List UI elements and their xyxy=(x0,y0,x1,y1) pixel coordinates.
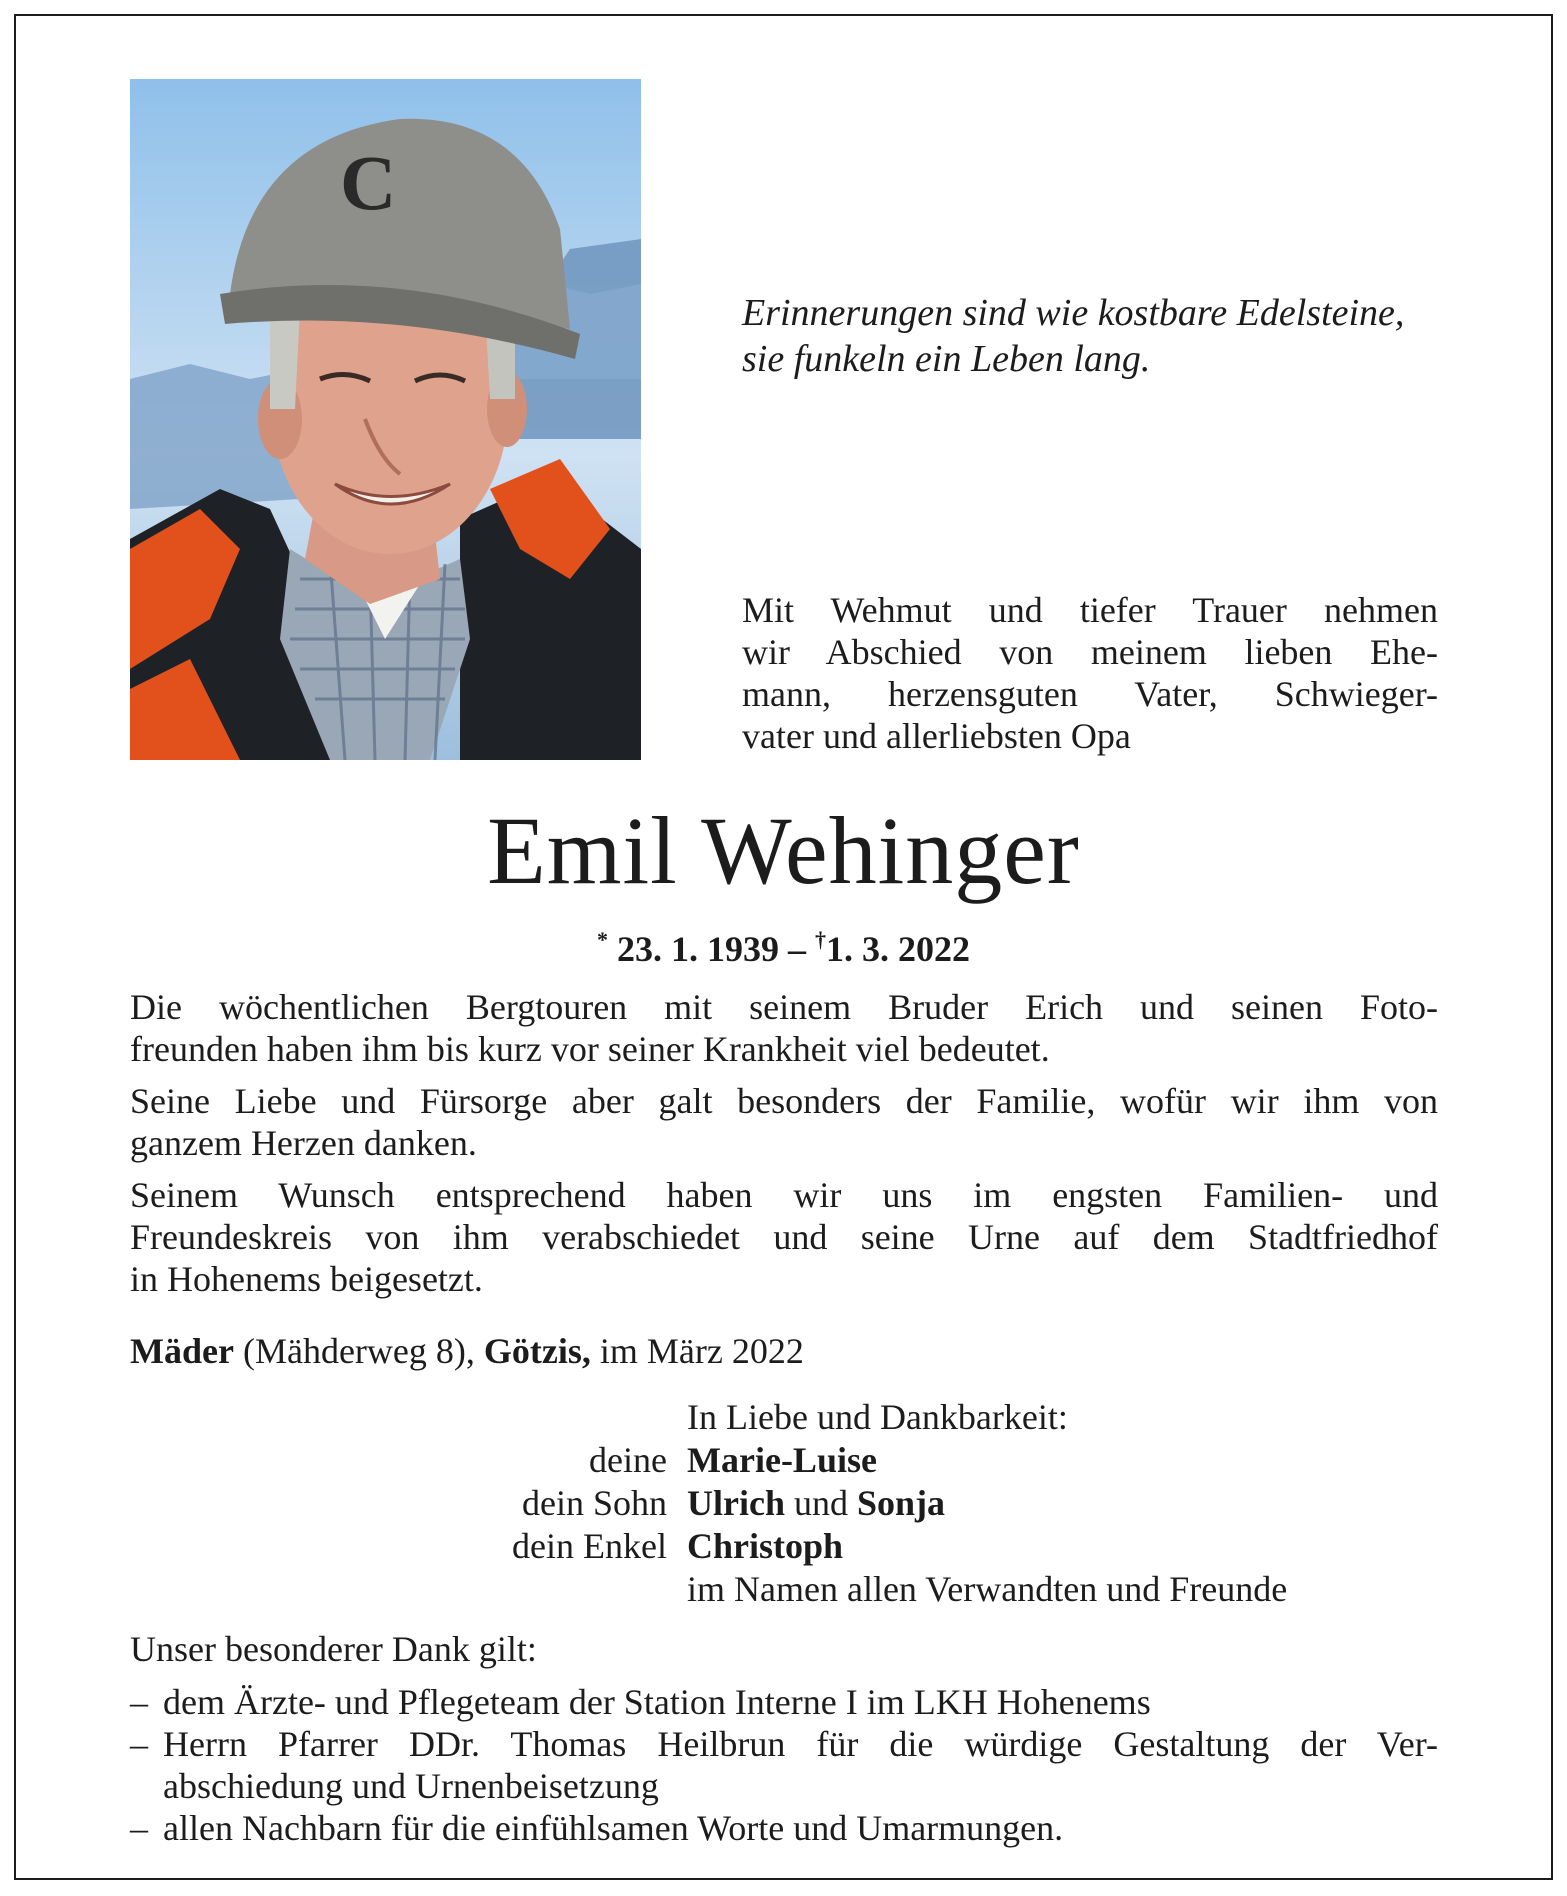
death-date: 1. 3. 2022 xyxy=(826,929,970,969)
thanks-item xyxy=(130,1807,1438,1849)
body-line: freunden haben ihm bis kurz vor seiner Krankheit viel bedeutet. xyxy=(130,1029,1050,1069)
address: (Mähderweg 8), xyxy=(242,1331,475,1371)
list-dash: – xyxy=(130,1808,148,1848)
intro-line: Mit Wehmut und tiefer Trauer nehmen xyxy=(742,590,1438,630)
portrait-photo xyxy=(130,79,641,760)
birth-symbol: * xyxy=(597,927,608,952)
list-dash: – xyxy=(130,1724,148,1764)
body-line: Seinem Wunsch entsprechend haben wir uns im engsten Familien- und xyxy=(130,1175,1438,1215)
thanks-heading: Unser besonderer Dank gilt: xyxy=(130,1629,537,1669)
body-line: ganzem Herzen danken. xyxy=(130,1123,477,1163)
body-line: Freundeskreis von ihm verabschiedet und seine Urne auf dem Stadtfriedhof xyxy=(130,1217,1438,1257)
signature-heading: In Liebe und Dankbarkeit: xyxy=(687,1397,1068,1437)
date-separator: – xyxy=(788,929,806,969)
intro-text xyxy=(742,589,1438,757)
place-date-line xyxy=(130,1330,804,1372)
signature-names xyxy=(687,1396,1287,1611)
thanks-line: dem Ärzte- und Pflegeteam der Station Interne I im LKH Hohenems xyxy=(163,1682,1151,1722)
memorial-quote xyxy=(742,290,1462,382)
signature-relations xyxy=(512,1396,667,1568)
paragraph xyxy=(130,986,1438,1070)
body-line: Seine Liebe und Fürsorge aber galt besonders der Familie, wofür wir ihm von xyxy=(130,1081,1438,1121)
intro-line: vater und allerliebsten Opa xyxy=(742,716,1131,756)
body-line: Die wöchentlichen Bergtouren mit seinem Bruder Erich und seinen Foto- xyxy=(130,987,1438,1027)
relation-grandson: dein Enkel xyxy=(512,1526,667,1566)
relation-wife: deine xyxy=(589,1440,667,1480)
and-word: und xyxy=(793,1483,848,1523)
cap-letter: C xyxy=(340,139,397,226)
quote-line: sie funkeln ein Leben lang. xyxy=(742,338,1151,380)
death-symbol: † xyxy=(815,927,826,952)
thanks-item xyxy=(130,1681,1438,1723)
name-grandson: Christoph xyxy=(687,1526,844,1566)
list-dash: – xyxy=(130,1682,148,1722)
thanks-line: Herrn Pfarrer DDr. Thomas Heilbrun für die würdige Gestaltung der Ver- xyxy=(163,1724,1438,1764)
town-maeder: Mäder xyxy=(130,1331,234,1371)
life-dates xyxy=(0,918,1567,971)
signature-closing: im Namen allen Verwandten und Freunde xyxy=(687,1569,1288,1609)
portrait-illustration xyxy=(130,79,641,760)
name-wife: Marie-Luise xyxy=(687,1440,877,1480)
intro-line: wir Abschied von meinem lieben Ehe- xyxy=(742,632,1438,672)
deceased-name: Emil Wehinger xyxy=(487,797,1080,904)
name-son: Ulrich xyxy=(687,1483,785,1523)
town-goetzis: Götzis, xyxy=(483,1331,591,1371)
relation-son: dein Sohn xyxy=(521,1483,667,1523)
thanks-line: allen Nachbarn für die einfühlsamen Worte und Umarmungen. xyxy=(163,1808,1064,1848)
thanks-line: abschiedung und Urnenbeisetzung xyxy=(163,1766,659,1806)
intro-line: mann, herzensguten Vater, Schwieger- xyxy=(742,674,1438,714)
quote-line: Erinnerungen sind wie kostbare Edelsteine, xyxy=(742,292,1405,334)
obituary-body xyxy=(130,986,1438,1310)
birth-date: 23. 1. 1939 xyxy=(617,929,779,969)
thanks-list xyxy=(130,1681,1438,1849)
name-daughter-in-law: Sonja xyxy=(856,1483,946,1523)
thanks-item xyxy=(130,1723,1438,1807)
body-line: in Hohenems beigesetzt. xyxy=(130,1259,483,1299)
notice-date: im März 2022 xyxy=(599,1331,804,1371)
paragraph xyxy=(130,1080,1438,1164)
paragraph xyxy=(130,1174,1438,1300)
